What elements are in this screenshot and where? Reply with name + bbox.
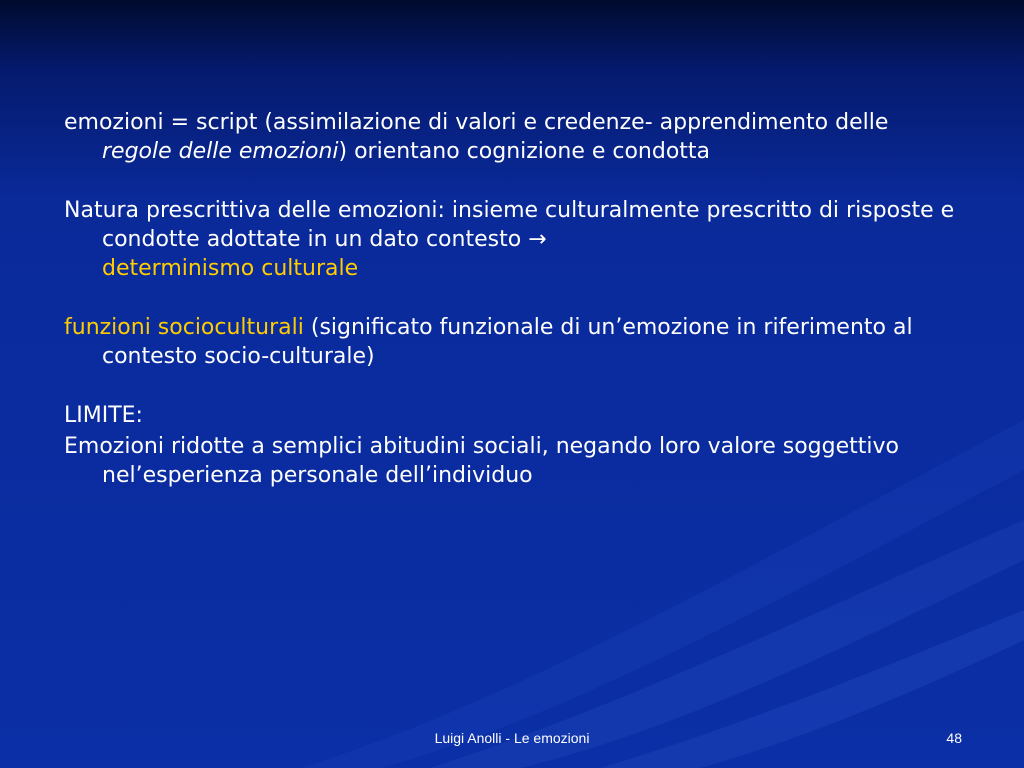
- paragraph-script-text: emozioni = script (assimilazione di valori e credenze- apprendimento delle: [64, 110, 889, 135]
- page-number: 48: [946, 730, 962, 746]
- paragraph-limite: LIMITE:: [64, 403, 143, 428]
- paragraph-natura-text: Natura prescrittiva delle emozioni: insieme culturalmente prescritto di risposte e condotte adottate in un dato contesto: [64, 198, 955, 252]
- slide-body: [64, 108, 964, 490]
- paragraph-funzioni-text: (significato funzionale di un’emozione in riferimento al contesto socio-culturale): [102, 315, 913, 369]
- paragraph-funzioni: [64, 313, 964, 371]
- paragraph-natura: [64, 196, 964, 283]
- paragraph-emozioni-ridotte: Emozioni ridotte a semplici abitudini sociali, negando loro valore soggettivo nel’esperienza personale dell’individuo: [64, 434, 899, 488]
- paragraph-script: [64, 108, 964, 166]
- paragraph-script-tail: ) orientano cognizione e condotta: [338, 139, 711, 164]
- paragraph-natura-highlight: determinismo culturale: [102, 256, 359, 281]
- paragraph-script-italic: regole delle emozioni: [102, 139, 339, 164]
- paragraph-funzioni-highlight: funzioni socioculturali: [64, 315, 304, 340]
- footer-author-title: Luigi Anolli - Le emozioni: [434, 730, 590, 746]
- footer: [0, 728, 1024, 750]
- right-arrow-icon: →: [528, 227, 547, 252]
